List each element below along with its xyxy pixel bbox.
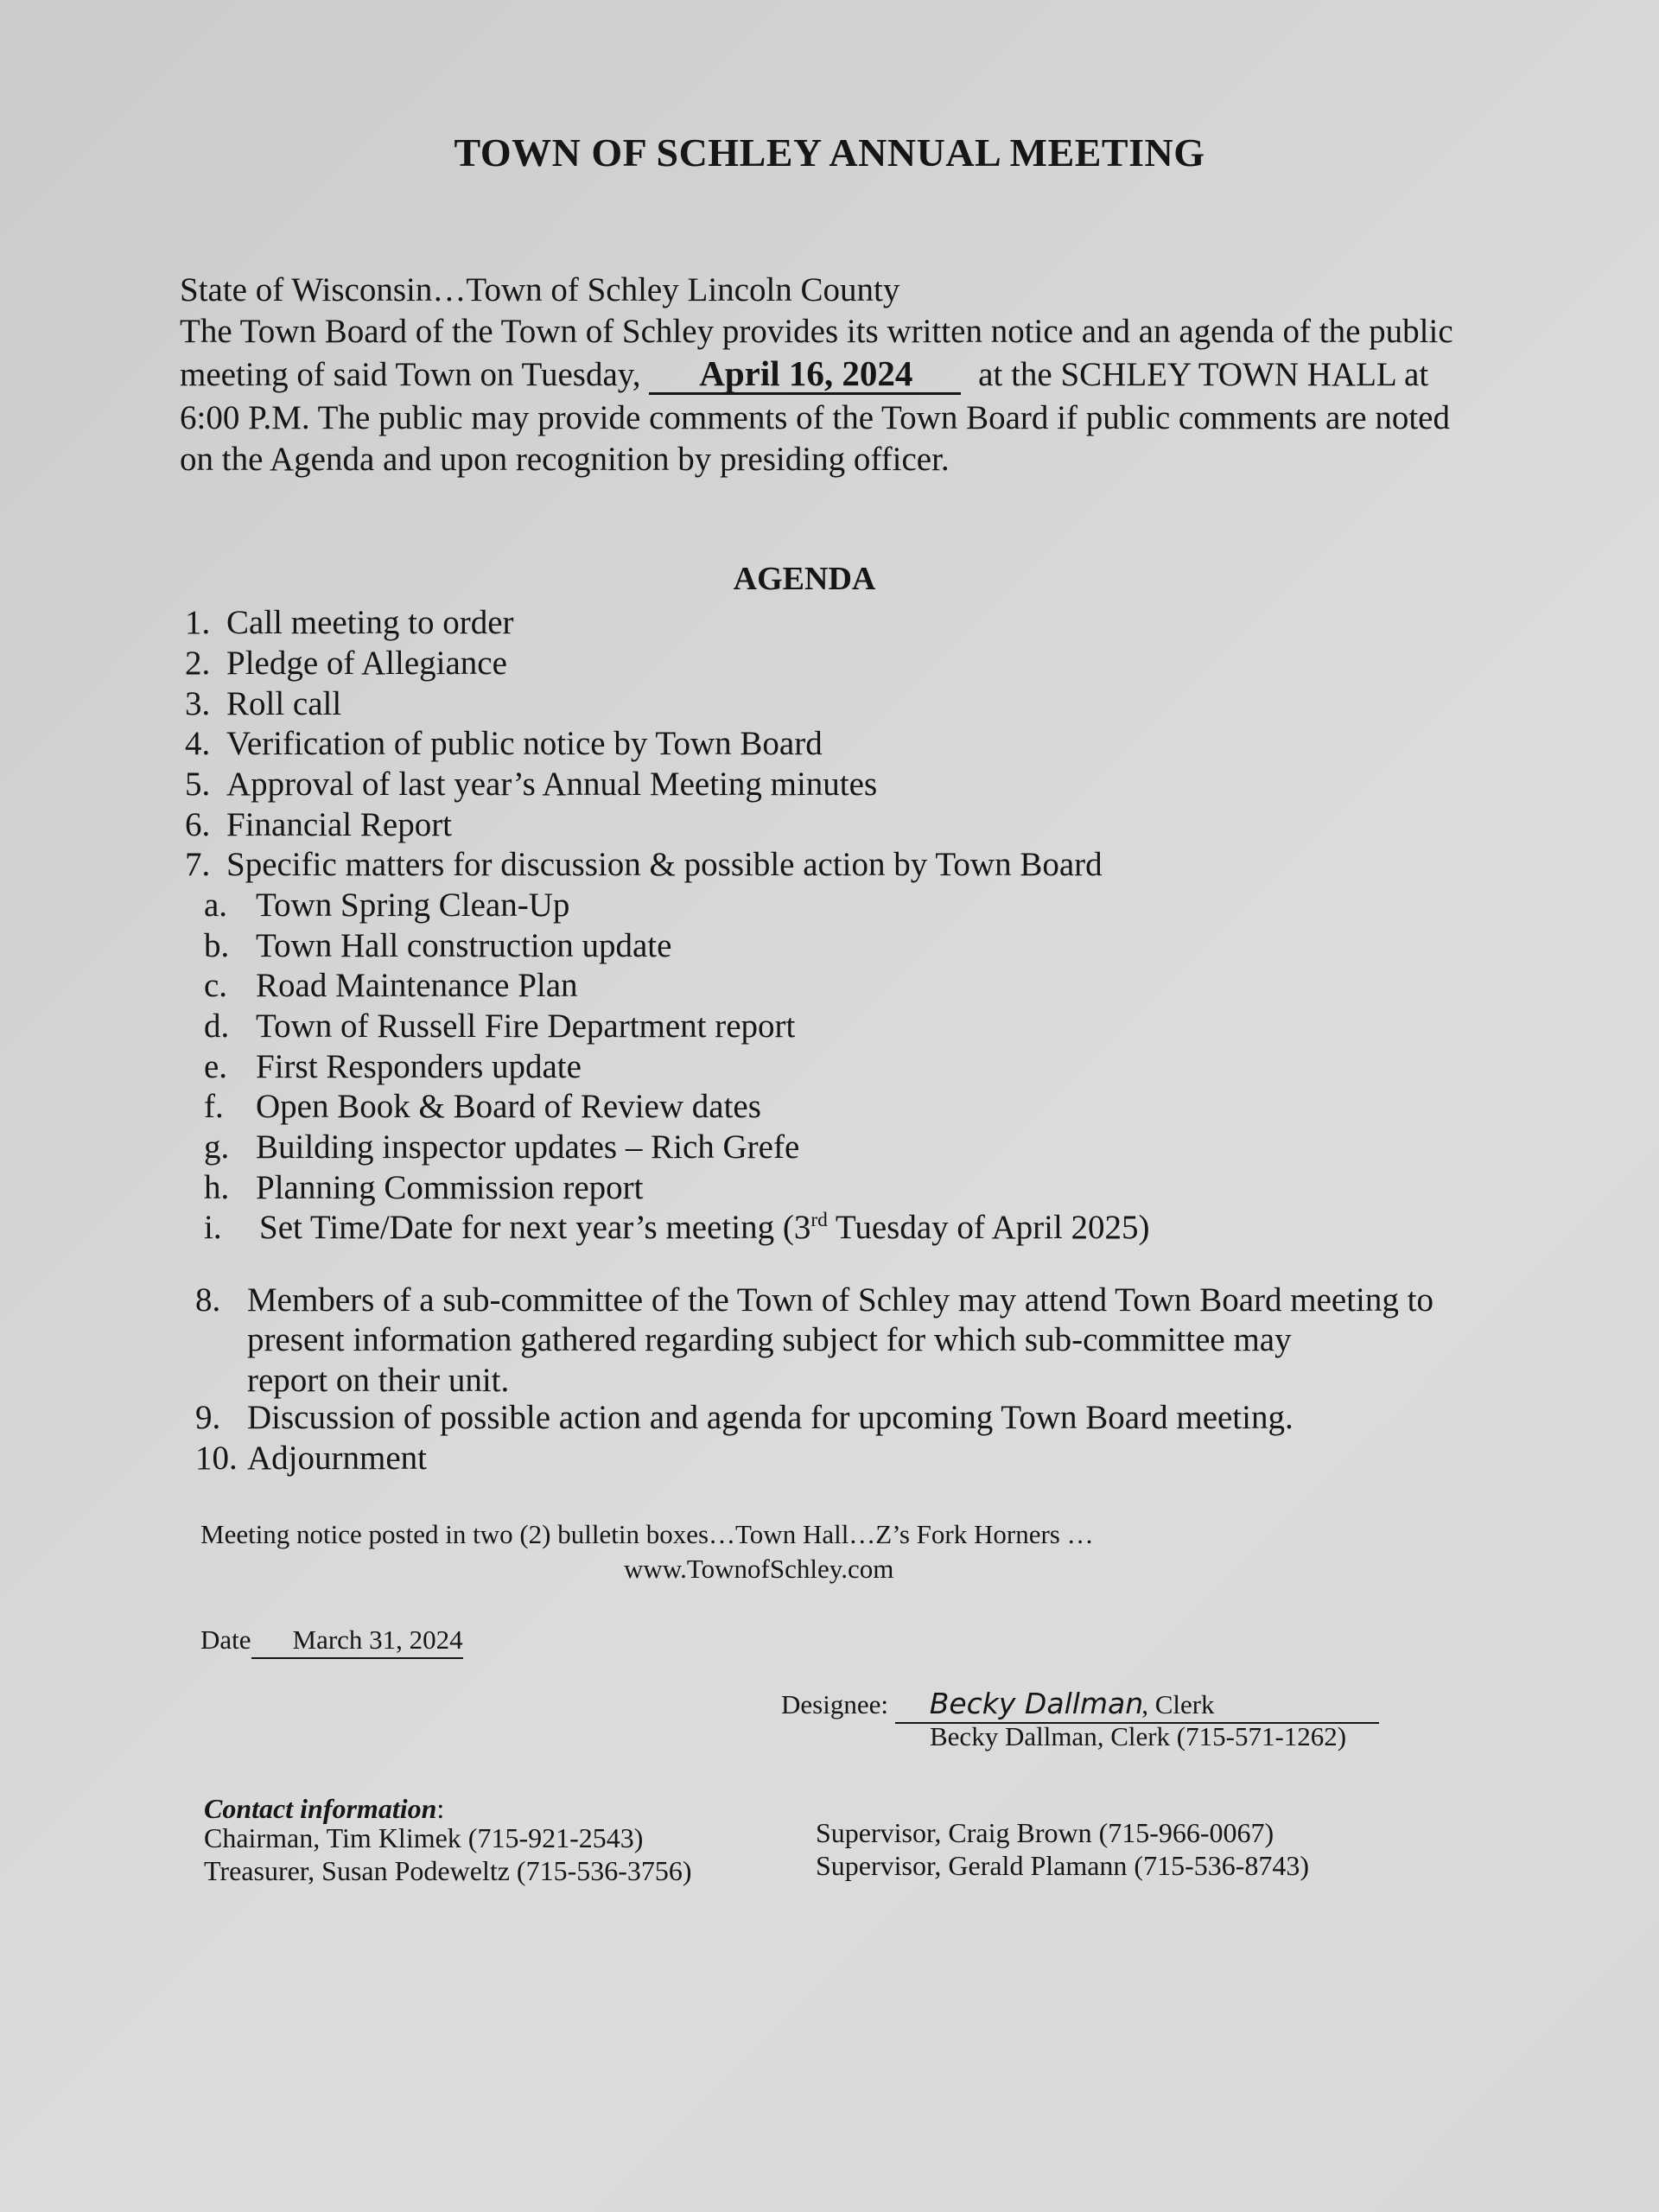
date-label: Date <box>200 1624 251 1655</box>
contact-left: Chairman, Tim Klimek (715-921-2543) <box>204 1822 644 1853</box>
website-text: www.TownofSchley.com <box>624 1554 894 1584</box>
designee-label: Designee: <box>781 1689 888 1719</box>
designee-line: Designee: Becky Dallman, Clerk <box>781 1687 1379 1724</box>
agenda-subitem: h. Planning Commission report <box>204 1169 644 1206</box>
designee-signature: Becky Dallman <box>929 1687 1144 1720</box>
agenda-heading: AGENDA <box>733 561 876 597</box>
document-title: TOWN OF SCHLEY ANNUAL MEETING <box>454 130 1205 175</box>
intro-line-4: 6:00 P.M. The public may provide comments of the Town Board if public comments are noted <box>180 399 1450 436</box>
agenda-subitem: i. Set Time/Date for next year’s meeting (3rd Tuesday of April 2025) <box>204 1209 1150 1246</box>
intro-line-3-pre: meeting of said Town on Tuesday, <box>180 356 641 393</box>
meeting-date: April 16, 2024 <box>649 354 961 395</box>
agenda-subitem: a. Town Spring Clean-Up <box>204 887 570 924</box>
agenda-item: 6. Financial Report <box>185 806 453 843</box>
agenda-subitem: c. Road Maintenance Plan <box>204 967 578 1004</box>
agenda-item: 10. Adjournment <box>195 1440 427 1477</box>
date-line <box>200 1623 463 1659</box>
agenda-item: 5. Approval of last year’s Annual Meeting minutes <box>185 766 878 803</box>
agenda-subitem: b. Town Hall construction update <box>204 927 672 964</box>
intro-line-3 <box>180 354 1428 396</box>
intro-line-1: State of Wisconsin…Town of Schley Lincoln County <box>180 271 900 308</box>
contact-right: Supervisor, Gerald Plamann (715-536-8743) <box>816 1850 1310 1881</box>
agenda-subitem: e. First Responders update <box>204 1048 582 1085</box>
contact-right: Supervisor, Craig Brown (715-966-0067) <box>816 1817 1274 1848</box>
contact-left: Treasurer, Susan Podeweltz (715-536-3756) <box>204 1855 692 1886</box>
contact-heading: Contact information: <box>204 1793 445 1824</box>
agenda-item: 1. Call meeting to order <box>185 604 514 641</box>
agenda-subitem: g. Building inspector updates – Rich Grefe <box>204 1128 800 1166</box>
agenda-item: 3. Roll call <box>185 685 342 722</box>
agenda-item: 4. Verification of public notice by Town Board <box>185 725 823 762</box>
intro-line-2: The Town Board of the Town of Schley provides its written notice and an agenda of the public <box>180 313 1453 350</box>
agenda-item: 7. Specific matters for discussion & possible action by Town Board <box>185 846 1103 883</box>
date-value: March 31, 2024 <box>251 1623 463 1659</box>
agenda-item: 9. Discussion of possible action and agenda for upcoming Town Board meeting. <box>195 1399 1294 1436</box>
intro-line-3-post: at the SCHLEY TOWN HALL at <box>978 356 1429 393</box>
designee-signature-suffix: Clerk <box>1154 1689 1215 1719</box>
agenda-subitem: f. Open Book & Board of Review dates <box>204 1088 761 1125</box>
designee-printed-name: Becky Dallman, Clerk (715-571-1262) <box>930 1721 1347 1751</box>
agenda-item-continuation: present information gathered regarding subject for which sub-committee may <box>247 1321 1292 1358</box>
notice-line: Meeting notice posted in two (2) bulletin boxes…Town Hall…Z’s Fork Horners … <box>200 1519 1094 1549</box>
agenda-item-continuation: report on their unit. <box>247 1362 510 1399</box>
agenda-subitem: d. Town of Russell Fire Department report <box>204 1007 796 1045</box>
agenda-item: 8. Members of a sub-committee of the Town of Schley may attend Town Board meeting to <box>195 1281 1433 1319</box>
agenda-item: 2. Pledge of Allegiance <box>185 645 507 682</box>
intro-line-5: on the Agenda and upon recognition by presiding officer. <box>180 441 950 478</box>
